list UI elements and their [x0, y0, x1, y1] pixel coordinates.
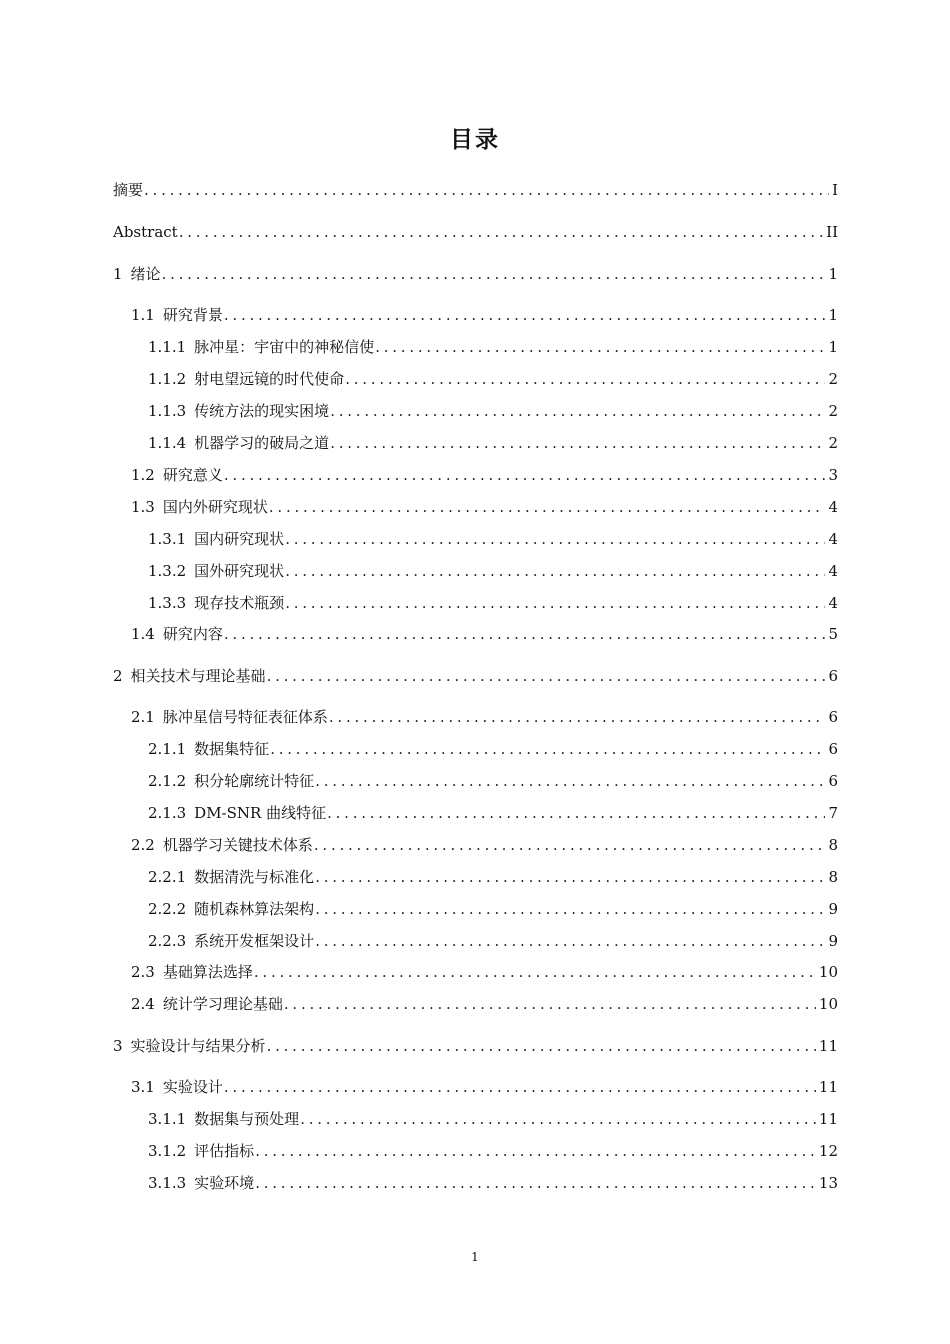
toc-entry-title: 评估指标	[194, 1142, 255, 1160]
toc-leader-dots	[269, 495, 826, 519]
toc-entry-title: Abstract	[113, 223, 178, 241]
toc-page-number: 1	[828, 306, 838, 324]
toc-page-number: 13	[818, 1174, 838, 1192]
toc-page-number: 11	[818, 1037, 838, 1055]
toc-entry-title: 摘要	[113, 181, 144, 199]
toc-entry-title: 系统开发框架设计	[194, 932, 315, 950]
toc-page-number: II	[826, 223, 838, 241]
toc-entry-title: 实验设计	[162, 1078, 223, 1096]
toc-page-number: 10	[818, 995, 838, 1013]
toc-page-number: 2	[828, 370, 838, 388]
toc-page-number: 11	[818, 1078, 838, 1096]
toc-entry-title: DM-SNR 曲线特征	[194, 804, 327, 822]
toc-entry-title: 研究内容	[162, 625, 223, 643]
toc-entry-subsection-2-1-3[interactable]	[148, 801, 838, 825]
toc-page-number: 6	[828, 772, 838, 790]
toc-entry-chapter-2[interactable]	[113, 664, 838, 688]
toc-entry-number: 1.3.1	[148, 530, 187, 548]
toc-entry-number: 3.1	[131, 1078, 155, 1096]
toc-page-number: 11	[818, 1110, 838, 1128]
toc-entry-subsection-1-1-1[interactable]	[148, 335, 838, 359]
toc-leader-dots	[255, 1171, 816, 1195]
toc-entry-number: 1.4	[131, 625, 155, 643]
toc-entry-section-1-3[interactable]	[131, 495, 838, 519]
toc-entry-subsection-3-1-3[interactable]	[148, 1171, 838, 1195]
toc-entry-number: 2.1.1	[148, 740, 187, 758]
toc-entry-number: 2.1.3	[148, 804, 187, 822]
toc-entry-subsection-1-3-1[interactable]	[148, 527, 838, 551]
toc-page-number: 3	[828, 466, 838, 484]
toc-entry-section-1-4[interactable]	[131, 622, 838, 646]
toc-entry-section-1-2[interactable]	[131, 463, 838, 487]
toc-leader-dots	[224, 622, 826, 646]
toc-entry-title: 数据集特征	[194, 740, 270, 758]
toc-leader-dots	[285, 559, 825, 583]
toc-entry-subsection-1-1-3[interactable]	[148, 399, 838, 423]
toc-entry-number: 2.4	[131, 995, 155, 1013]
toc-entry-title: 基础算法选择	[162, 963, 253, 981]
toc-page-number: I	[832, 181, 838, 199]
toc-leader-dots	[345, 367, 825, 391]
toc-leader-dots	[285, 527, 825, 551]
toc-entry-number: 1.1.4	[148, 434, 187, 452]
toc-entry-number: 1.3	[131, 498, 155, 516]
toc-leader-dots	[330, 431, 825, 455]
toc-entry-title: 脉冲星：宇宙中的神秘信使	[194, 338, 375, 356]
toc-leader-dots	[270, 737, 825, 761]
toc-leader-dots	[224, 303, 826, 327]
toc-entry-title: 国内研究现状	[194, 530, 285, 548]
toc-entry-title: 随机森林算法架构	[194, 900, 315, 918]
toc-leader-dots	[224, 463, 826, 487]
toc-page-number: 5	[828, 625, 838, 643]
toc-entry-number: 1.1	[131, 306, 155, 324]
toc-entry-subsection-3-1-2[interactable]	[148, 1139, 838, 1163]
toc-entry-number: 2.2.1	[148, 868, 187, 886]
toc-entry-section-2-2[interactable]	[131, 833, 838, 857]
toc-leader-dots	[267, 1034, 816, 1058]
toc-entry-subsection-2-1-1[interactable]	[148, 737, 838, 761]
toc-entry-number: 2.1.2	[148, 772, 187, 790]
toc-entry-number: 3	[113, 1037, 123, 1055]
toc-leader-dots	[285, 591, 825, 615]
toc-leader-dots	[267, 664, 826, 688]
toc-entry-title: 传统方法的现实困境	[194, 402, 330, 420]
toc-leader-dots	[300, 1107, 816, 1131]
toc-entry-title: 积分轮廓统计特征	[194, 772, 315, 790]
toc-page-number: 9	[828, 900, 838, 918]
toc-entry-title: 机器学习关键技术体系	[162, 836, 313, 854]
toc-entry-number: 1.1.1	[148, 338, 187, 356]
toc-leader-dots	[255, 1139, 816, 1163]
toc-entry-number: 2.2.3	[148, 932, 187, 950]
toc-page-number: 4	[828, 498, 838, 516]
toc-page-number: 7	[828, 804, 838, 822]
toc-page-number: 10	[818, 963, 838, 981]
toc-entry-title: 统计学习理论基础	[162, 995, 283, 1013]
toc-entry-subsection-1-1-2[interactable]	[148, 367, 838, 391]
toc-entry-number: 2.1	[131, 708, 155, 726]
toc-entry-number: 1.3.2	[148, 562, 187, 580]
toc-entry-number: 2.2.2	[148, 900, 187, 918]
toc-leader-dots	[284, 992, 816, 1016]
toc-entry-abstract-cn[interactable]	[113, 178, 838, 202]
toc-entry-section-2-3[interactable]	[131, 960, 838, 984]
toc-entry-chapter-1[interactable]	[113, 262, 838, 286]
toc-entry-number: 2.3	[131, 963, 155, 981]
toc-entry-title: 机器学习的破局之道	[194, 434, 330, 452]
toc-entry-section-1-1[interactable]	[131, 303, 838, 327]
toc-entry-title: 实验设计与结果分析	[130, 1037, 266, 1055]
toc-entry-number: 3.1.1	[148, 1110, 187, 1128]
toc-entry-number: 1.1.2	[148, 370, 187, 388]
toc-leader-dots	[314, 833, 826, 857]
toc-leader-dots	[144, 178, 829, 202]
toc-leader-dots	[375, 335, 825, 359]
toc-leader-dots	[315, 865, 825, 889]
toc-entry-number: 2.2	[131, 836, 155, 854]
toc-entry-subsection-3-1-1[interactable]	[148, 1107, 838, 1131]
toc-entry-subsection-1-3-2[interactable]	[148, 559, 838, 583]
toc-entry-title: 国外研究现状	[194, 562, 285, 580]
toc-leader-dots	[315, 897, 825, 921]
toc-page-number: 4	[828, 594, 838, 612]
toc-entry-title: 实验环境	[194, 1174, 255, 1192]
toc-entry-subsection-2-2-2[interactable]	[148, 897, 838, 921]
toc-entry-title: 相关技术与理论基础	[130, 667, 266, 685]
toc-entry-number: 1.3.3	[148, 594, 187, 612]
toc-entry-abstract-en[interactable]	[113, 220, 838, 244]
toc-entry-number: 1	[113, 265, 123, 283]
toc-leader-dots	[330, 399, 825, 423]
toc-entry-number: 2	[113, 667, 123, 685]
toc-page-number: 1	[828, 265, 838, 283]
toc-leader-dots	[179, 220, 823, 244]
toc-leader-dots	[315, 929, 825, 953]
toc-page-number: 8	[828, 836, 838, 854]
toc-leader-dots	[315, 769, 825, 793]
toc-entry-title: 数据集与预处理	[194, 1110, 300, 1128]
toc-entry-subsection-1-1-4[interactable]	[148, 431, 838, 455]
toc-entry-section-3-1[interactable]	[131, 1075, 838, 1099]
toc-entry-chapter-3[interactable]	[113, 1034, 838, 1058]
toc-leader-dots	[329, 705, 826, 729]
toc-entry-subsection-2-2-1[interactable]	[148, 865, 838, 889]
toc-page-number: 4	[828, 530, 838, 548]
toc-entry-subsection-2-1-2[interactable]	[148, 769, 838, 793]
toc-page-number: 6	[828, 708, 838, 726]
toc-entry-title: 数据清洗与标准化	[194, 868, 315, 886]
toc-page-number: 8	[828, 868, 838, 886]
toc-leader-dots	[224, 1075, 816, 1099]
toc-entry-subsection-2-2-3[interactable]	[148, 929, 838, 953]
toc-entry-section-2-4[interactable]	[131, 992, 838, 1016]
toc-entry-title: 国内外研究现状	[162, 498, 268, 516]
toc-page-number: 12	[818, 1142, 838, 1160]
toc-page-number: 6	[828, 667, 838, 685]
toc-entry-section-2-1[interactable]	[131, 705, 838, 729]
toc-entry-number: 1.1.3	[148, 402, 187, 420]
toc-entry-number: 3.1.3	[148, 1174, 187, 1192]
footer-page-number: 1	[471, 1250, 479, 1264]
toc-entry-subsection-1-3-3[interactable]	[148, 591, 838, 615]
toc-leader-dots	[327, 801, 825, 825]
toc-entry-title: 射电望远镜的时代使命	[194, 370, 345, 388]
toc-entry-number: 3.1.2	[148, 1142, 187, 1160]
toc-entry-number: 1.2	[131, 466, 155, 484]
toc-page-number: 4	[828, 562, 838, 580]
toc-page-number: 2	[828, 402, 838, 420]
toc-page-number: 1	[828, 338, 838, 356]
toc-entry-title: 现存技术瓶颈	[194, 594, 285, 612]
toc-leader-dots	[162, 262, 826, 286]
toc-entry-title: 脉冲星信号特征表征体系	[162, 708, 328, 726]
toc-page-number: 6	[828, 740, 838, 758]
toc-entry-title: 研究背景	[162, 306, 223, 324]
toc-entry-title: 研究意义	[162, 466, 223, 484]
page-title: 目录	[450, 127, 500, 153]
toc-page-number: 2	[828, 434, 838, 452]
toc-page-number: 9	[828, 932, 838, 950]
toc-entry-title: 绪论	[130, 265, 161, 283]
toc-leader-dots	[254, 960, 816, 984]
